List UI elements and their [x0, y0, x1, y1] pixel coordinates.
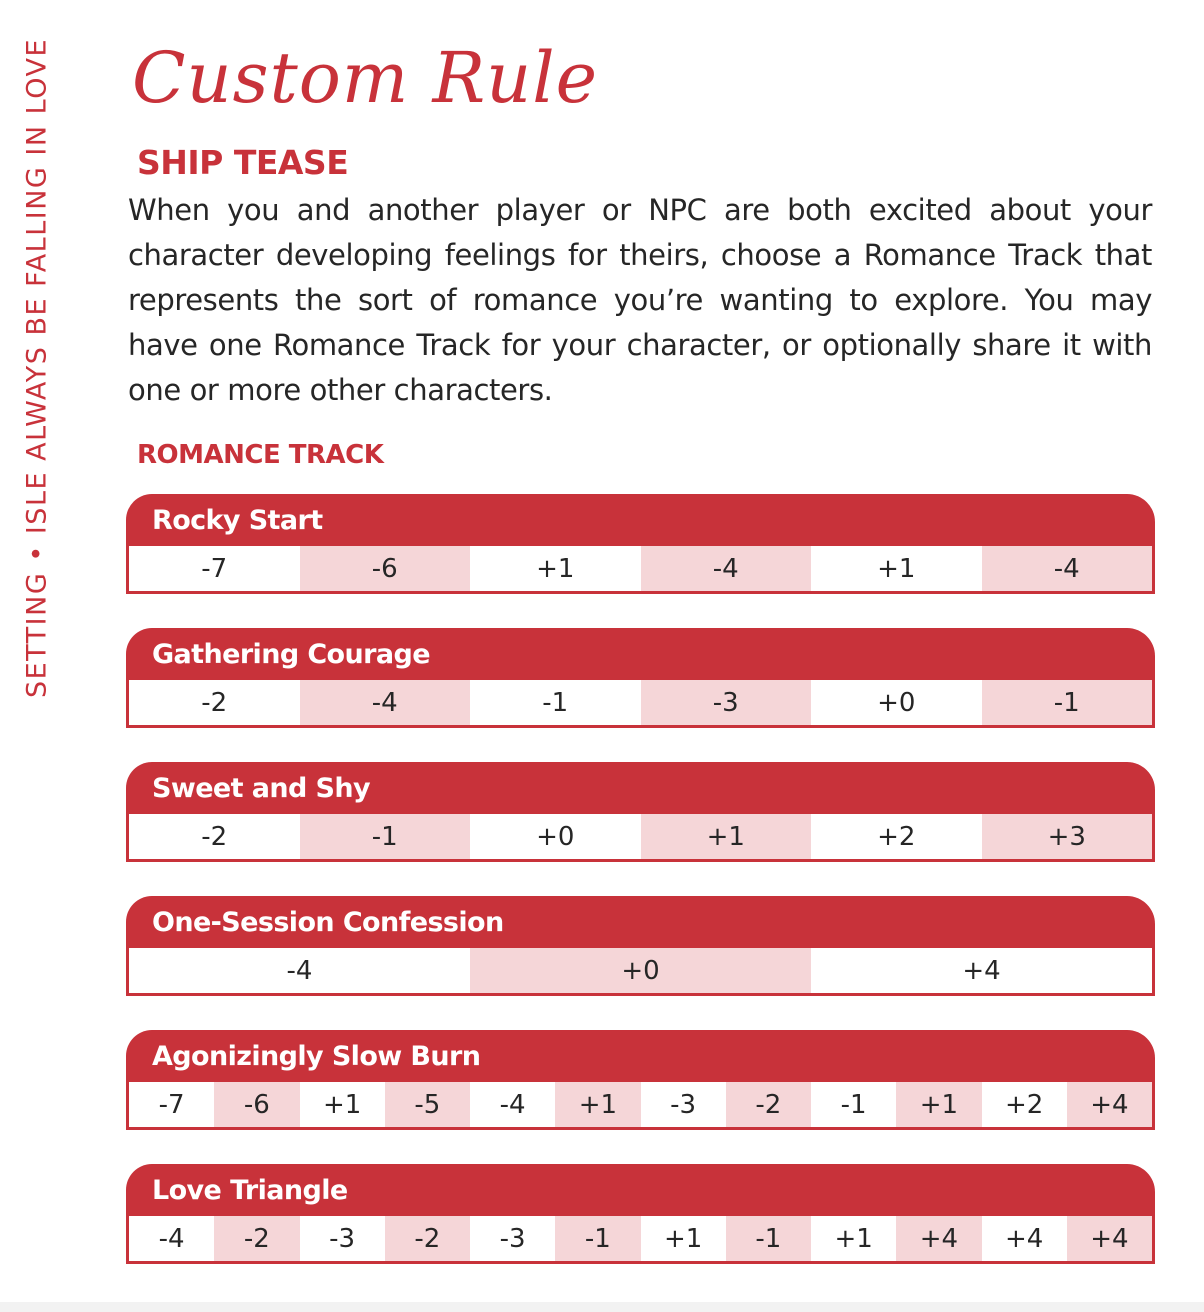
track-value: +1: [322, 1089, 362, 1120]
track-value: -3: [641, 680, 812, 725]
track-rocky-start: [126, 494, 1155, 594]
romance-track-heading: ROMANCE TRACK: [137, 440, 384, 470]
track-values: [126, 948, 1155, 996]
track-value: -1: [726, 1216, 811, 1261]
track-title: Sweet and Shy: [126, 762, 1155, 814]
track-value: -6: [300, 546, 471, 591]
page-bottom-edge: [0, 1302, 1204, 1312]
track-value: -2: [385, 1216, 470, 1261]
track-title: Love Triangle: [126, 1164, 1155, 1216]
track-title: Gathering Courage: [126, 628, 1155, 680]
track-value: -6: [214, 1082, 299, 1127]
track-value: -4: [158, 1223, 185, 1254]
track-values: [126, 1216, 1155, 1264]
track-value: +1: [663, 1223, 703, 1254]
track-value: -3: [670, 1089, 697, 1120]
track-value: +0: [536, 821, 575, 852]
track-value: -3: [329, 1223, 356, 1254]
track-gathering-courage: [126, 628, 1155, 728]
track-value: +2: [877, 821, 916, 852]
track-value: +1: [834, 1223, 873, 1254]
track-title: Rocky Start: [126, 494, 1155, 546]
track-values: [126, 680, 1155, 728]
track-value: -1: [555, 1216, 640, 1261]
track-values: [126, 1082, 1155, 1130]
track-title: One-Session Confession: [126, 896, 1155, 948]
track-value: +3: [982, 814, 1153, 859]
track-value: +2: [1004, 1089, 1044, 1120]
track-value: -4: [641, 546, 812, 591]
page-title: Custom Rule: [132, 37, 599, 119]
track-sweet-and-shy: [126, 762, 1155, 862]
track-value: +1: [641, 814, 812, 859]
track-value: -7: [201, 553, 228, 584]
romance-tracks: [126, 494, 1155, 1298]
rule-subtitle: SHIP TEASE: [137, 143, 349, 182]
track-agonizingly-slow-burn: [126, 1030, 1155, 1130]
track-love-triangle: [126, 1164, 1155, 1264]
track-value: +4: [1067, 1216, 1152, 1261]
track-value: +0: [470, 948, 811, 993]
side-running-header: SETTING • ISLE ALWAYS BE FALLING IN LOVE: [21, 37, 53, 699]
track-value: -4: [300, 680, 471, 725]
track-value: -4: [499, 1089, 526, 1120]
track-title: Agonizingly Slow Burn: [126, 1030, 1155, 1082]
track-value: +4: [1067, 1082, 1152, 1127]
track-value: +4: [896, 1216, 981, 1261]
track-value: -2: [726, 1082, 811, 1127]
track-value: -7: [158, 1089, 185, 1120]
track-value: +1: [877, 553, 916, 584]
track-value: +0: [877, 687, 916, 718]
track-values: [126, 546, 1155, 594]
track-value: +1: [536, 553, 575, 584]
track-value: -5: [385, 1082, 470, 1127]
track-one-session-confession: [126, 896, 1155, 996]
track-value: -1: [542, 687, 569, 718]
track-value: -1: [840, 1089, 867, 1120]
track-value: +4: [962, 955, 1001, 986]
track-value: -4: [286, 955, 313, 986]
track-value: +4: [1004, 1223, 1044, 1254]
track-value: +1: [896, 1082, 981, 1127]
track-value: +1: [555, 1082, 640, 1127]
rule-description: When you and another player or NPC are both excited about your character developing feelings for theirs, choose a Romance Track that represents the sort of romance you’re wanting to explore. You may have one Romance Track for your character, or optionally share it with one or more other characters.: [128, 193, 1152, 407]
track-value: -1: [982, 680, 1153, 725]
track-values: [126, 814, 1155, 862]
track-value: -3: [499, 1223, 526, 1254]
track-value: -2: [201, 687, 228, 718]
track-value: -4: [982, 546, 1153, 591]
track-value: -1: [300, 814, 471, 859]
track-value: -2: [201, 821, 228, 852]
track-value: -2: [214, 1216, 299, 1261]
